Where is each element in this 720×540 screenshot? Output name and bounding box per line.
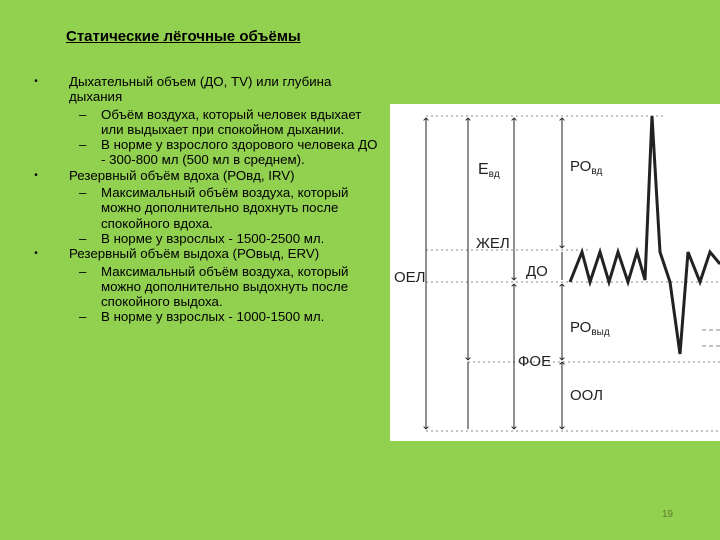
spirogram-trace	[570, 116, 720, 354]
sub-item-text: В норме у взрослых - 1500-2500 мл.	[101, 230, 325, 246]
sub-bullet-mark: –	[79, 106, 87, 122]
label-foe: ФОЕ	[518, 353, 552, 370]
bullet-tidal-volume	[30, 74, 382, 105]
label-ool: ООЛ	[570, 387, 604, 404]
page-number: 19	[662, 509, 674, 520]
bullet-text: Дыхательный объем (ДО, TV) или глубина дыхания	[69, 74, 332, 105]
label-e-vd-main: Е	[478, 161, 489, 178]
bullet-mark: •	[34, 169, 38, 181]
sub-item	[30, 185, 382, 231]
bullet-text: Резервный объём выдоха (РОвыд, ERV)	[69, 246, 320, 262]
label-e-vd	[478, 161, 500, 180]
label-ro-vyd-main: РО	[570, 319, 592, 336]
sub-item	[30, 231, 382, 246]
sub-bullet-mark: –	[79, 263, 87, 279]
label-ro-vd-main: РО	[570, 158, 592, 175]
sub-item	[30, 107, 382, 138]
label-do: ДО	[526, 263, 548, 280]
label-ro-vyd	[570, 319, 610, 338]
sub-item	[30, 309, 382, 324]
sub-item-text: В норме у взрослого здорового человека ДО - 300-800 мл (500 мл в среднем).	[101, 137, 378, 168]
sub-bullet-mark: –	[79, 230, 87, 246]
sub-bullet-mark: –	[79, 309, 87, 325]
sub-item	[30, 137, 382, 168]
diagram-svg	[390, 104, 720, 441]
right-dashed-lines	[702, 330, 720, 346]
label-ro-vd	[570, 158, 603, 177]
lung-volumes-diagram	[390, 104, 720, 441]
sub-item-text: В норме у взрослых - 1000-1500 мл.	[101, 309, 325, 325]
label-ro-vyd-sub: выд	[591, 327, 610, 338]
bullet-erv	[30, 246, 382, 261]
slide-title: Статические лёгочные объёмы	[66, 28, 301, 45]
sub-item-text: Максимальный объём воздуха, который можно дополнительно вдохнуть после спокойного вдоха.	[101, 185, 349, 231]
sub-bullet-mark: –	[79, 185, 87, 201]
sub-item-text: Максимальный объём воздуха, который можно дополнительно выдохнуть после спокойного выдоха.	[101, 263, 349, 310]
label-oel: ОЕЛ	[394, 269, 426, 286]
sub-item-text: Объём воздуха, который человек вдыхает или выдыхает при спокойном дыхании.	[101, 106, 362, 137]
bullet-text: Резервный объём вдоха (РОвд, IRV)	[69, 167, 295, 183]
bullet-mark: •	[34, 248, 38, 260]
sub-bullet-mark: –	[79, 137, 87, 153]
content-list	[30, 74, 382, 325]
label-ro-vd-sub: вд	[591, 166, 603, 177]
label-zhel: ЖЕЛ	[476, 235, 510, 252]
bullet-irv	[30, 168, 382, 183]
sub-item	[30, 264, 382, 310]
label-e-vd-sub: вд	[488, 169, 500, 180]
bullet-mark: •	[34, 76, 38, 87]
